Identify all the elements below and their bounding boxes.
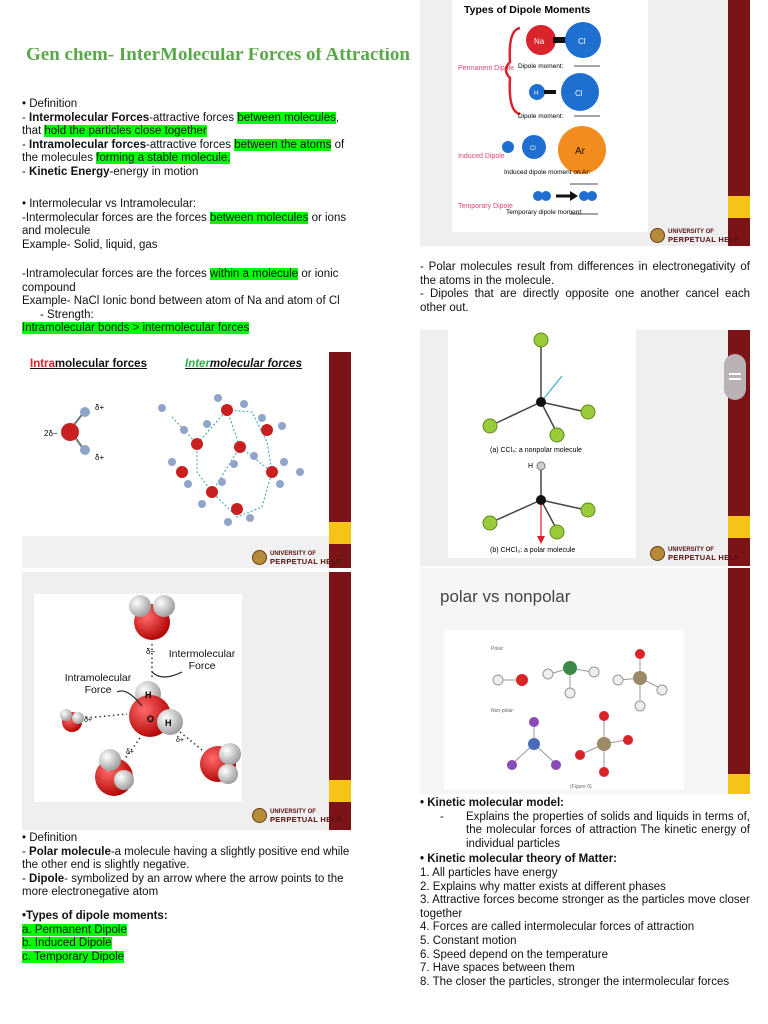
svg-text:Na: Na	[534, 37, 545, 46]
svg-text:δ+: δ+	[126, 749, 134, 756]
kinetic-theory-item: 7. Have spaces between them	[420, 962, 575, 975]
svg-text:Cl: Cl	[530, 146, 536, 152]
svg-text:H: H	[528, 463, 534, 470]
kinetic-theory-heading: • Kinetic molecular theory of Matter:	[420, 853, 618, 866]
svg-text:Induced Dipole: Induced Dipole	[458, 153, 505, 160]
uph-logo: UNIVERSITY OF PERPETUAL HELP	[252, 808, 342, 823]
svg-text:Polar:: Polar:	[491, 646, 505, 652]
svg-text:Permanent Dipole: Permanent Dipole	[458, 65, 515, 72]
slide-dipole-types	[420, 0, 750, 246]
kinetic-model-item: - Explains the properties of solids and liquids in terms of, the molecular forces of attraction The kinetic energy of individual particles	[440, 810, 750, 850]
svg-text:H: H	[165, 718, 172, 728]
kinetic-theory-item: 5. Constant motion	[420, 934, 517, 947]
kinetic-theory-item: 1. All particles have energy	[420, 866, 558, 879]
ccl4-chcl3-diagram	[420, 330, 725, 566]
uph-logo: UNIVERSITY OF PERPETUAL HELP	[650, 546, 740, 561]
polar-molecules-note	[420, 261, 750, 315]
compound-line: compound	[22, 281, 76, 294]
kinetic-model-heading: • Kinetic molecular model:	[420, 797, 564, 809]
polar-molecule-def: - Polar molecule-a molecule having a slightly positive end while the other end is slightly negative.	[22, 845, 350, 872]
page-title: Gen chem- InterMolecular Forces of Attraction	[26, 48, 410, 62]
svg-text:Ar: Ar	[575, 146, 585, 157]
svg-text:Types of Dipole Moments: Types of Dipole Moments	[464, 4, 591, 16]
polar-definition-section	[22, 832, 351, 964]
svg-text:δ+: δ+	[95, 403, 105, 412]
slide-sidebar	[329, 352, 351, 568]
intermolecular-line: -Intermolecular forces are the forces between molecules or ions	[22, 211, 347, 224]
svg-text:Cl: Cl	[575, 89, 583, 98]
svg-text:(a) CCl₄: a nonpolar molecule: (a) CCl₄: a nonpolar molecule	[490, 447, 582, 454]
slide-sidebar	[728, 568, 750, 794]
intermolecular-def-line2: that hold the particles close together	[22, 125, 207, 138]
kinetic-theory-item: 6. Speed depend on the temperature	[420, 948, 608, 961]
slide-sidebar	[329, 572, 351, 830]
svg-text:Non-polar:: Non-polar:	[491, 708, 515, 714]
svg-text:Dipole moment:: Dipole moment:	[518, 113, 564, 120]
intramolecular-line: -Intramolecular forces are the forces within a molecule or ionic	[22, 268, 339, 280]
kinetic-theory-item: 8. The closer the particles, stronger the intermolecular forces	[420, 975, 730, 988]
strength-line: - Strength:	[40, 308, 94, 321]
slide-sidebar	[728, 0, 750, 246]
svg-text:Cl: Cl	[578, 37, 586, 46]
definition-section	[22, 98, 352, 180]
svg-text:2δ−: 2δ−	[44, 429, 58, 438]
dipole-type-induced: b. Induced Dipole	[22, 937, 112, 950]
slide-water-forces	[22, 572, 351, 830]
dipole-types-diagram	[420, 0, 725, 240]
example-line: Example- Solid, liquid, gas	[22, 238, 158, 251]
svg-text:Temporary dipole moment:: Temporary dipole moment:	[506, 209, 583, 216]
inter-heading: Intermolecular forces	[185, 358, 302, 370]
slide-intra-inter	[22, 352, 351, 568]
svg-text:Induced dipole moment on Ar:: Induced dipole moment on Ar:	[504, 169, 591, 176]
svg-text:Dipole moment:: Dipole moment:	[518, 63, 564, 70]
strength-compare: Intramolecular bonds > intermolecular forces	[22, 322, 250, 335]
water-molecules-diagram	[22, 352, 329, 532]
svg-text:δ+: δ+	[95, 453, 105, 462]
intermolecular-line2: and molecule	[22, 225, 91, 238]
electronegativity-note: - Polar molecules result from differences in electronegativity of the atoms in the molecule.	[420, 261, 750, 287]
svg-text:(Figure 6): (Figure 6)	[570, 784, 592, 790]
intramolecular-force-label: Intramolecular Force	[64, 672, 132, 696]
dipole-def: - Dipole- symbolized by an arrow where the arrow points to the more electronegative atom	[22, 872, 344, 899]
svg-text:δ+: δ+	[84, 717, 92, 724]
svg-text:O: O	[147, 714, 155, 724]
uph-logo: UNIVERSITY OF PERPETUAL HELP	[252, 550, 342, 565]
svg-text:δ−: δ−	[146, 647, 156, 656]
polar-nonpolar-diagram	[420, 568, 725, 794]
kinetic-theory-item: 2. Explains why matter exists at different phases	[420, 880, 666, 893]
dipole-types-heading: •Types of dipole moments:	[22, 909, 168, 922]
dipole-type-temporary: c. Temporary Dipole	[22, 950, 125, 963]
intermolecular-def-line: - Intermolecular Forces-attractive forces between molecules,	[22, 111, 340, 124]
polar-vs-nonpolar-title: polar vs nonpolar	[440, 587, 571, 606]
slide-polar-nonpolar	[420, 568, 750, 794]
kinetic-energy-def: - Kinetic Energy-energy in motion	[22, 165, 199, 178]
nacl-example: Example- NaCl Ionic bond between atom of Na and atom of Cl	[22, 295, 340, 308]
bullet-inter-vs-intra: • Intermolecular vs Intramolecular:	[22, 198, 197, 210]
intermolecular-force-label: Intermolecular Force	[168, 648, 236, 672]
bullet-definition: • Definition	[22, 98, 78, 110]
slide-ccl4-chcl3	[420, 330, 750, 566]
intramolecular-def-line2: the molecules forming a stable molecule.	[22, 152, 231, 165]
intra-heading: Intramolecular forces	[30, 358, 147, 370]
uph-logo: UNIVERSITY OF PERPETUAL HELP	[650, 228, 740, 243]
kinetic-theory-item: 4. Forces are called intermolecular forces of attraction	[420, 921, 695, 934]
svg-text:H: H	[145, 690, 152, 700]
svg-text:H: H	[534, 91, 539, 97]
intramolecular-def-line: - Intramolecular forces-attractive forces between the atoms of	[22, 138, 345, 151]
inter-vs-intra-section	[22, 198, 352, 252]
svg-text:(b) CHCl₃: a polar molecule: (b) CHCl₃: a polar molecule	[490, 547, 576, 554]
intramolecular-section	[22, 268, 352, 336]
svg-text:Temporary Dipole: Temporary Dipole	[458, 203, 513, 210]
dipole-cancel-note: - Dipoles that are directly opposite one another cancel each other out.	[420, 288, 750, 314]
kinetic-theory-item: 3. Attractive forces become stronger as the particles move closer together	[420, 894, 750, 920]
scroll-handle[interactable]	[724, 354, 746, 400]
bullet-definition-2: • Definition	[22, 832, 78, 844]
kinetic-theory-list	[420, 867, 750, 989]
svg-text:δ+: δ+	[176, 737, 184, 744]
dipole-type-permanent: a. Permanent Dipole	[22, 923, 127, 936]
kinetic-section	[420, 797, 750, 989]
